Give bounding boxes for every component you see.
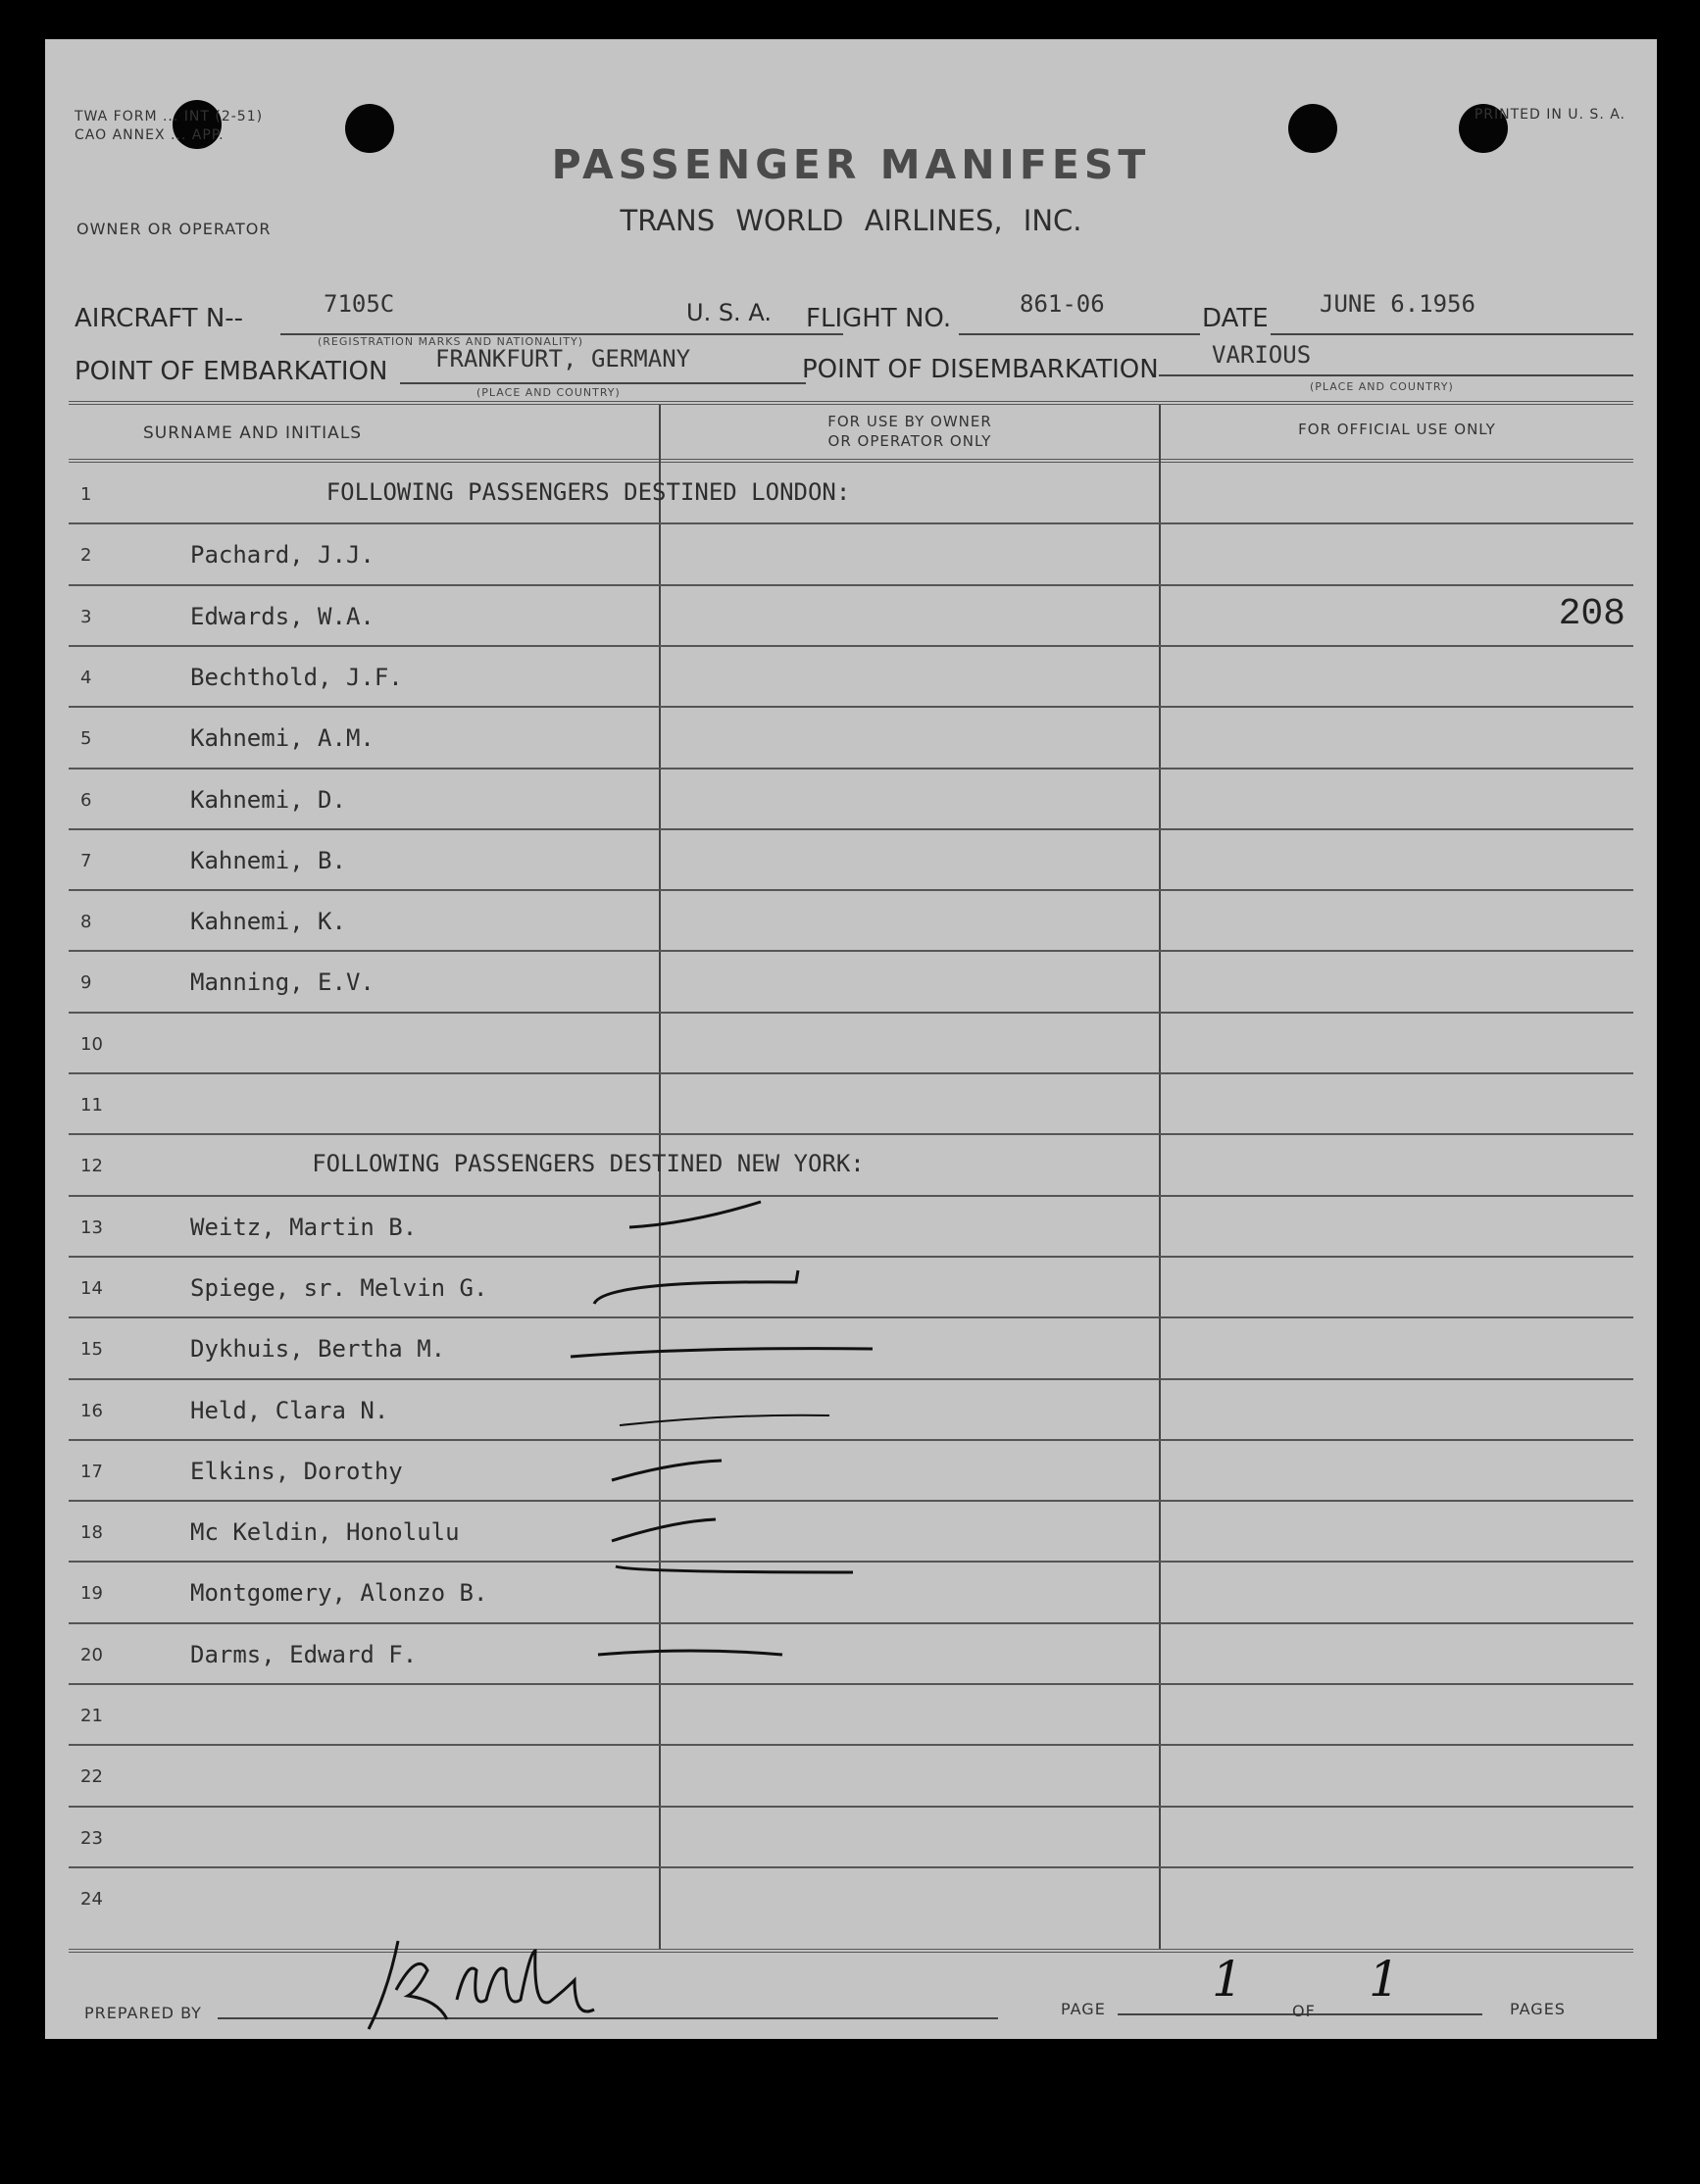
disembarkation-caption: (PLACE AND COUNTRY) — [1310, 380, 1454, 393]
row-number: 8 — [80, 912, 92, 933]
of-value: 1 — [1369, 1951, 1400, 2008]
passenger-name: Kahnemi, K. — [190, 908, 346, 936]
check-mark — [594, 1270, 798, 1304]
official-use-value: 208 — [1558, 592, 1625, 635]
passenger-name: Weitz, Martin B. — [190, 1213, 418, 1241]
handwritten-marks — [45, 39, 1657, 2039]
owner-label: OWNER OR OPERATOR — [76, 220, 272, 238]
passenger-name: Elkins, Dorothy — [190, 1457, 403, 1485]
row-number: 7 — [80, 850, 92, 871]
passenger-name: Bechthold, J.F. — [190, 663, 403, 691]
date-value: JUNE 6.1956 — [1320, 290, 1475, 318]
column-header-owner-line2: OR OPERATOR ONLY — [827, 432, 992, 450]
row-number: 17 — [80, 1461, 103, 1482]
manifest-sheet — [45, 39, 1657, 2039]
of-label: OF — [1292, 2002, 1316, 2020]
column-header-official: FOR OFFICIAL USE ONLY — [1298, 421, 1496, 438]
check-mark — [612, 1461, 722, 1480]
page-label: PAGE — [1061, 2000, 1106, 2018]
row-number: 22 — [80, 1766, 103, 1788]
check-mark — [598, 1651, 782, 1655]
row-number: 18 — [80, 1522, 103, 1544]
passenger-name: Dykhuis, Bertha M. — [190, 1335, 446, 1364]
passenger-name: Kahnemi, A.M. — [190, 724, 375, 753]
row-number: 2 — [80, 545, 92, 567]
passenger-name: Kahnemi, B. — [190, 846, 346, 874]
destination-heading: FOLLOWING PASSENGERS DESTINED LONDON: — [325, 478, 851, 506]
passenger-name: Darms, Edward F. — [190, 1640, 418, 1668]
nationality: U. S. A. — [686, 299, 772, 326]
preparer-signature — [359, 1931, 673, 2051]
passenger-name: Montgomery, Alonzo B. — [190, 1579, 488, 1608]
check-mark — [629, 1202, 761, 1227]
destination-heading: FOLLOWING PASSENGERS DESTINED NEW YORK: — [312, 1150, 865, 1178]
disembarkation-value: VARIOUS — [1212, 341, 1312, 369]
form-id-line1: TWA FORM ... INT (2-51) — [75, 109, 264, 124]
page-value: 1 — [1212, 1951, 1243, 2008]
row-number: 21 — [80, 1706, 103, 1726]
embarkation-value: FRANKFURT, GERMANY — [435, 345, 691, 372]
row-number: 10 — [80, 1033, 103, 1055]
passenger-name: Kahnemi, D. — [190, 785, 346, 814]
printed-in: PRINTED IN U. S. A. — [1474, 107, 1625, 123]
flight-value: 861-06 — [1020, 290, 1105, 318]
row-number: 19 — [80, 1583, 103, 1605]
airline-name: TRANS WORLD AIRLINES, INC. — [620, 204, 1082, 237]
check-mark — [620, 1415, 829, 1425]
flight-label: FLIGHT NO. — [806, 304, 952, 333]
passenger-name: Spiege, sr. Melvin G. — [190, 1273, 488, 1302]
row-number: 3 — [80, 606, 92, 627]
pages-label: PAGES — [1510, 2000, 1566, 2018]
row-number: 11 — [80, 1095, 103, 1116]
row-number: 14 — [80, 1277, 103, 1299]
column-header-owner-line1: FOR USE BY OWNER — [827, 413, 992, 430]
row-number: 20 — [80, 1644, 103, 1665]
embarkation-label: POINT OF EMBARKATION — [75, 357, 388, 386]
row-number: 23 — [80, 1827, 103, 1849]
check-mark — [612, 1519, 716, 1541]
signature-scribble — [359, 1931, 673, 2039]
passenger-name: Edwards, W.A. — [190, 602, 375, 630]
check-mark — [616, 1566, 853, 1572]
row-number: 9 — [80, 972, 92, 994]
row-number: 6 — [80, 789, 92, 811]
row-number: 12 — [80, 1156, 103, 1177]
passenger-name: Mc Keldin, Honolulu — [190, 1518, 460, 1547]
row-number: 4 — [80, 667, 92, 688]
page-title: PASSENGER MANIFEST — [551, 141, 1151, 188]
registration-caption: (REGISTRATION MARKS AND NATIONALITY) — [318, 335, 584, 348]
row-number: 13 — [80, 1216, 103, 1238]
row-number: 24 — [80, 1888, 103, 1910]
passenger-name: Held, Clara N. — [190, 1396, 389, 1424]
passenger-name: Manning, E.V. — [190, 968, 375, 997]
check-mark — [571, 1349, 873, 1357]
prepared-by-label: PREPARED BY — [84, 2004, 202, 2022]
embarkation-caption: (PLACE AND COUNTRY) — [476, 386, 621, 399]
column-header-name: SURNAME AND INITIALS — [143, 423, 363, 443]
passenger-name: Pachard, J.J. — [190, 541, 375, 570]
row-number: 16 — [80, 1400, 103, 1421]
row-number: 5 — [80, 728, 92, 750]
aircraft-label: AIRCRAFT N-- — [75, 304, 244, 333]
aircraft-value: 7105C — [324, 290, 395, 318]
row-number: 15 — [80, 1339, 103, 1361]
date-label: DATE — [1202, 304, 1269, 333]
row-number: 1 — [80, 484, 92, 505]
disembarkation-label: POINT OF DISEMBARKATION — [802, 355, 1159, 384]
form-id-line2: CAO ANNEX ... APP. — [75, 127, 225, 143]
